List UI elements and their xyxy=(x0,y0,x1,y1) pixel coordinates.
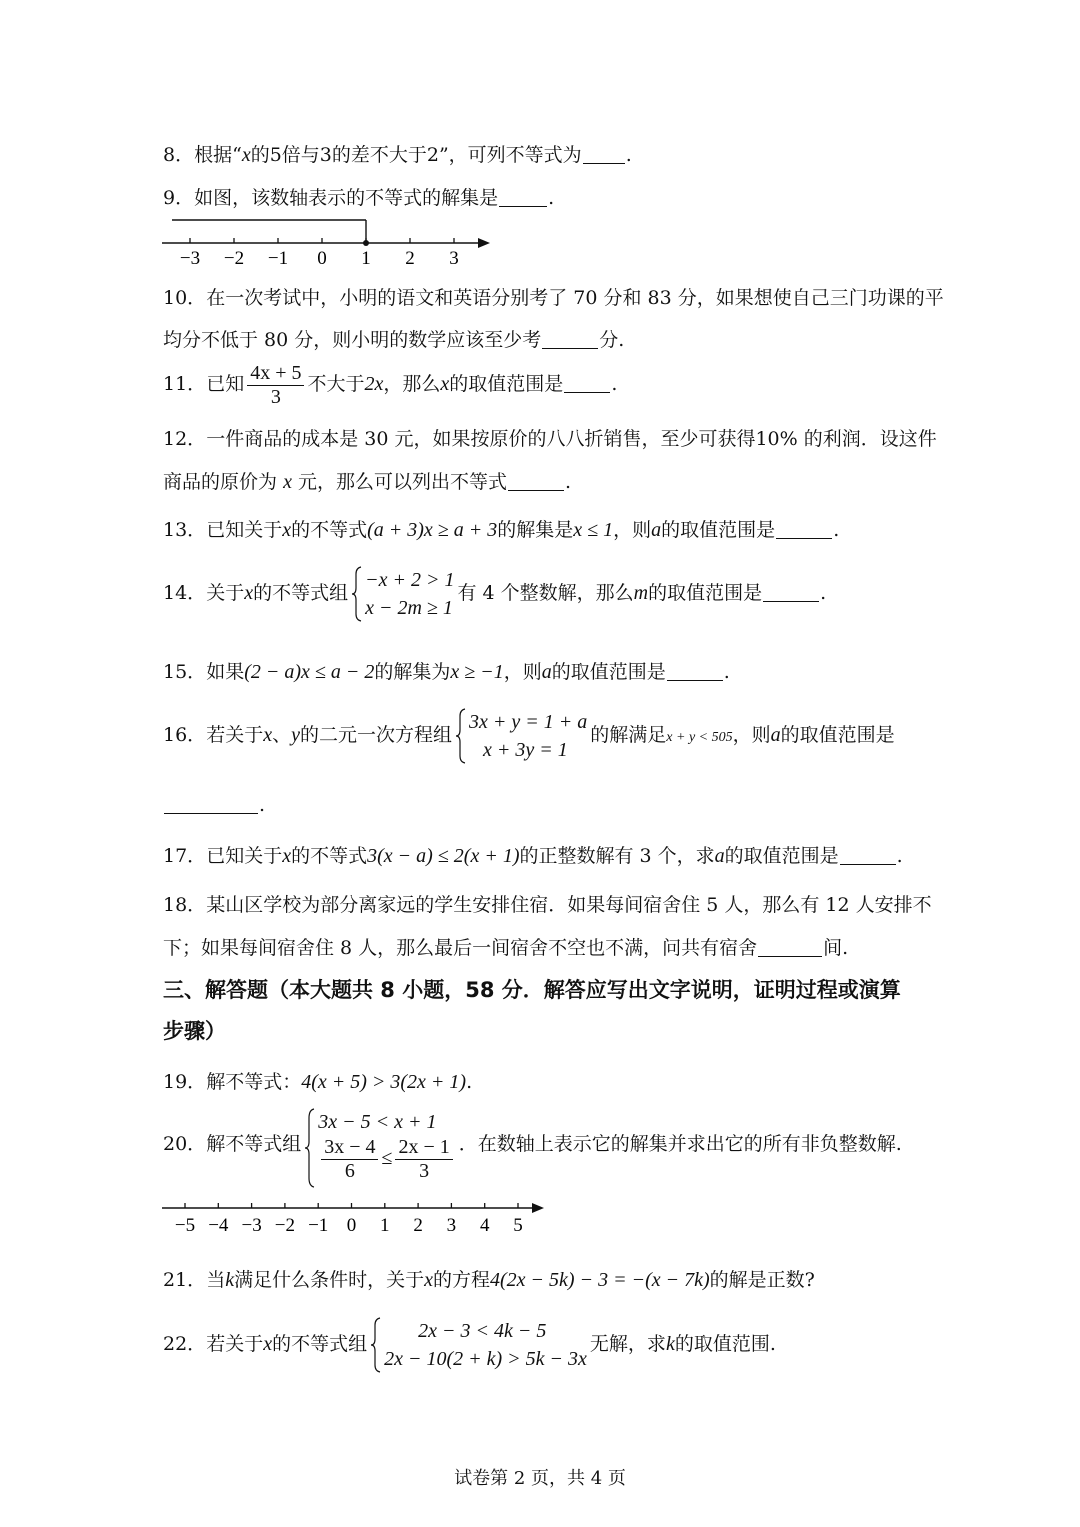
axis-tick-label: 1 xyxy=(361,248,371,269)
question-16: 16．若关于x、y的二元一次方程组 3x + y = 1 + a x + 3y = 1 的解满足x + y < 505，则a的取值范围是 xyxy=(163,708,895,764)
question-12-line2: 商品的原价为 x 元，那么可以列出不等式 . xyxy=(163,471,572,493)
fraction: $\frac{4x + 5}{3}$ xyxy=(247,362,304,408)
number-line-q20 xyxy=(160,1195,550,1239)
axis-tick-label: 5 xyxy=(513,1215,523,1236)
answer-blank[interactable] xyxy=(164,795,258,814)
question-19: 19．解不等式：4(x + 5) > 3(2x + 1). xyxy=(163,1071,473,1093)
question-18-line2: 下；如果每间宿舍住 8 人，那么最后一间宿舍不空也不满，问共有宿舍 间. xyxy=(163,937,849,959)
answer-blank[interactable] xyxy=(583,145,625,164)
section-heading: 三、解答题（本大题共 8 小题，58 分．解答应写出文字说明，证明过程或演算 xyxy=(163,978,901,1002)
axis-tick-label: −2 xyxy=(223,248,245,269)
question-12: 12．一件商品的成本是 30 元，如果按原价的八八折销售，至少可获得10% 的利润．设这件 xyxy=(163,428,937,450)
question-10: 10．在一次考试中，小明的语文和英语分别考了 70 分和 83 分，如果想使自己三门功课的平 xyxy=(163,287,944,309)
answer-blank[interactable] xyxy=(763,583,819,602)
question-15: 15．如果(2 − a)x ≤ a − 2的解集为x ≥ −1，则a的取值范围是 . xyxy=(163,661,730,683)
question-8: 8．根据“x的5倍与3的差不大于2”，可列不等式为 . xyxy=(163,144,632,166)
question-11: 11．已知 $\frac{4x + 5}{3}$ 不大于2x，那么x的取值范围是 . xyxy=(163,362,618,408)
question-13: 13．已知关于x的不等式(a + 3)x ≥ a + 3的解集是x ≤ 1，则a的取值范围是 . xyxy=(163,519,840,541)
number-line-q9 xyxy=(160,212,500,272)
left-brace-icon xyxy=(370,1317,382,1373)
axis-tick-label: −3 xyxy=(179,248,201,269)
answer-blank[interactable] xyxy=(542,330,598,349)
left-brace-icon xyxy=(351,566,363,622)
axis-tick-label: −3 xyxy=(241,1215,262,1236)
question-20: 20．解不等式组 3x − 5 < x + 1 $\frac{3x - 4}{6}$ ≤ $\frac{2x - 1}{3}$ ．在数轴上表示它的解集并求出它的所有非负整数解. xyxy=(163,1108,902,1182)
axis-tick-label: 1 xyxy=(380,1215,390,1236)
answer-blank[interactable] xyxy=(499,188,547,207)
answer-blank[interactable] xyxy=(564,374,610,393)
axis-tick-label: 2 xyxy=(413,1215,423,1236)
axis-tick-label: −2 xyxy=(274,1215,296,1236)
axis-tick-label: −1 xyxy=(267,248,289,269)
question-9: 9．如图，该数轴表示的不等式的解集是 . xyxy=(163,187,555,209)
axis-tick-label: −1 xyxy=(308,1215,329,1236)
question-18: 18．某山区学校为部分离家远的学生安排住宿．如果每间宿舍住 5 人，那么有 12 人安排不 xyxy=(163,894,932,916)
inequality-system: −x + 2 > 1 x − 2m ≥ 1 xyxy=(351,566,454,622)
axis-tick-label: 4 xyxy=(479,1215,490,1236)
page-footer: 试卷第 2 页，共 4 页 xyxy=(454,1468,626,1489)
question-22: 22．若关于x的不等式组 2x − 3 < 4k − 5 2x − 10(2 + k) > 5k − 3x 无解，求k的取值范围. xyxy=(163,1317,776,1373)
section-heading-line2: 步骤） xyxy=(163,1019,226,1043)
inequality-system: 2x − 3 < 4k − 5 2x − 10(2 + k) > 5k − 3x xyxy=(370,1317,587,1373)
left-brace-icon xyxy=(455,708,467,764)
left-brace-icon xyxy=(304,1108,316,1188)
answer-blank[interactable] xyxy=(758,938,822,957)
answer-blank[interactable] xyxy=(508,472,564,491)
axis-tick-label: −5 xyxy=(174,1215,196,1236)
question-21: 21．当k满足什么条件时，关于x的方程4(2x − 5k) − 3 = −(x − 7k)的解是正数? xyxy=(163,1269,815,1291)
equation-system: 3x + y = 1 + a x + 3y = 1 xyxy=(455,708,587,764)
axis-tick-label: −4 xyxy=(208,1215,229,1236)
answer-blank[interactable] xyxy=(667,662,723,681)
question-16-line2: . xyxy=(163,794,265,816)
axis-tick-label: 0 xyxy=(317,248,327,269)
question-14: 14．关于x的不等式组 −x + 2 > 1 x − 2m ≥ 1 有 4 个整数解，那么m的取值范围是 . xyxy=(163,566,826,622)
axis-tick-label: 2 xyxy=(405,248,415,269)
axis-tick-label: 3 xyxy=(449,248,459,269)
answer-blank[interactable] xyxy=(776,520,832,539)
question-10-line2: 均分不低于 80 分，则小明的数学应该至少考 分. xyxy=(163,329,625,351)
answer-blank[interactable] xyxy=(840,846,896,865)
inequality-system: 3x − 5 < x + 1 $\frac{3x - 4}{6}$ ≤ $\frac{2x - 1}{3}$ xyxy=(304,1108,456,1182)
axis-tick-label: 3 xyxy=(446,1215,457,1236)
question-17: 17．已知关于x的不等式3(x − a) ≤ 2(x + 1)的正整数解有 3 个，求a的取值范围是 . xyxy=(163,845,903,867)
axis-tick-label: 0 xyxy=(346,1215,357,1236)
